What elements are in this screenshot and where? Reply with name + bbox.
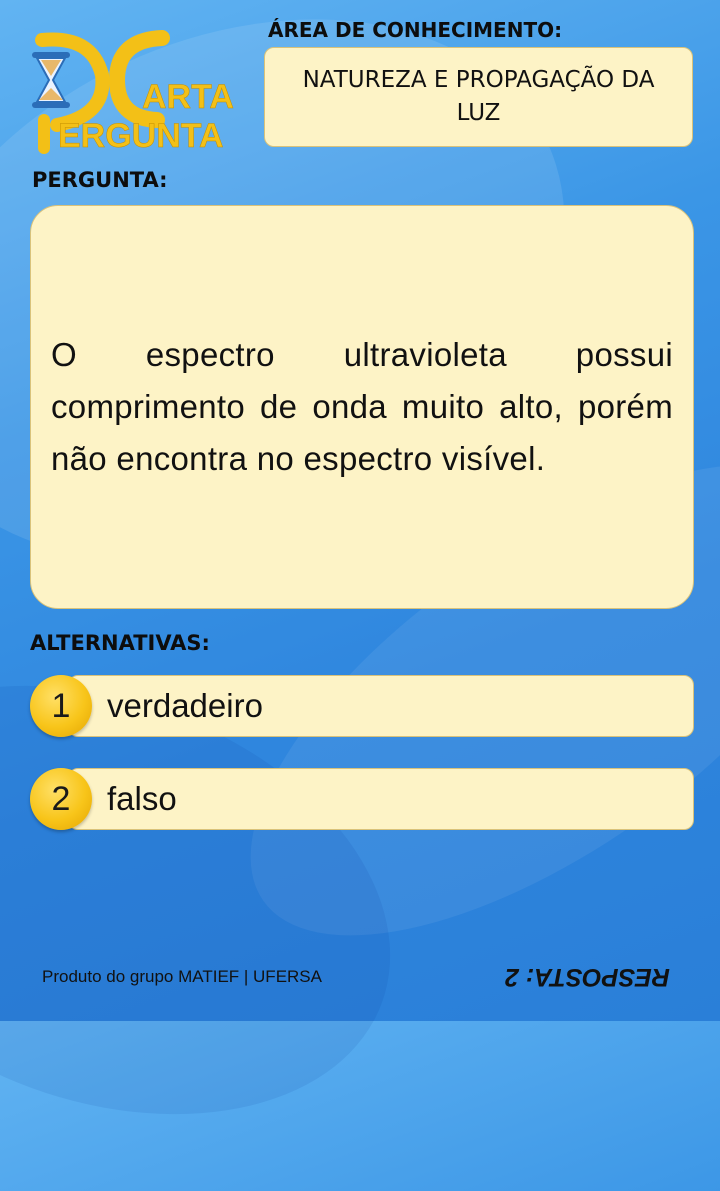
- question-label: PERGUNTA:: [32, 168, 168, 192]
- alternative-option-2[interactable]: [30, 768, 694, 830]
- alternative-number-badge[interactable]: 2: [30, 768, 92, 830]
- alternative-option-1[interactable]: [30, 675, 694, 737]
- area-label: ÁREA DE CONHECIMENTO:: [268, 18, 563, 42]
- area-box: [264, 47, 693, 147]
- carta-pergunta-logo: [22, 30, 254, 155]
- alternative-text-box[interactable]: [68, 768, 694, 830]
- footer-credit: Produto do grupo MATIEF | UFERSA: [42, 967, 322, 986]
- svg-text:ARTA: ARTA: [142, 78, 234, 116]
- svg-text:ERGUNTA: ERGUNTA: [58, 117, 224, 155]
- answer-upside-down: RESPOSTA: 2: [505, 963, 670, 991]
- alternative-number-badge[interactable]: 1: [30, 675, 92, 737]
- area-value: NATUREZA E PROPAGAÇÃO DA LUZ: [302, 67, 655, 126]
- alternative-text: falso: [107, 780, 177, 817]
- question-text: O espectro ultravioleta possui comprimento de onda muito alto, porém não encontra no espectro visível.: [51, 336, 673, 477]
- alternative-text-box[interactable]: [68, 675, 694, 737]
- question-box: [30, 205, 694, 609]
- alternatives-label: ALTERNATIVAS:: [30, 631, 210, 655]
- alternative-text: verdadeiro: [107, 687, 263, 724]
- hourglass-icon: [32, 52, 70, 108]
